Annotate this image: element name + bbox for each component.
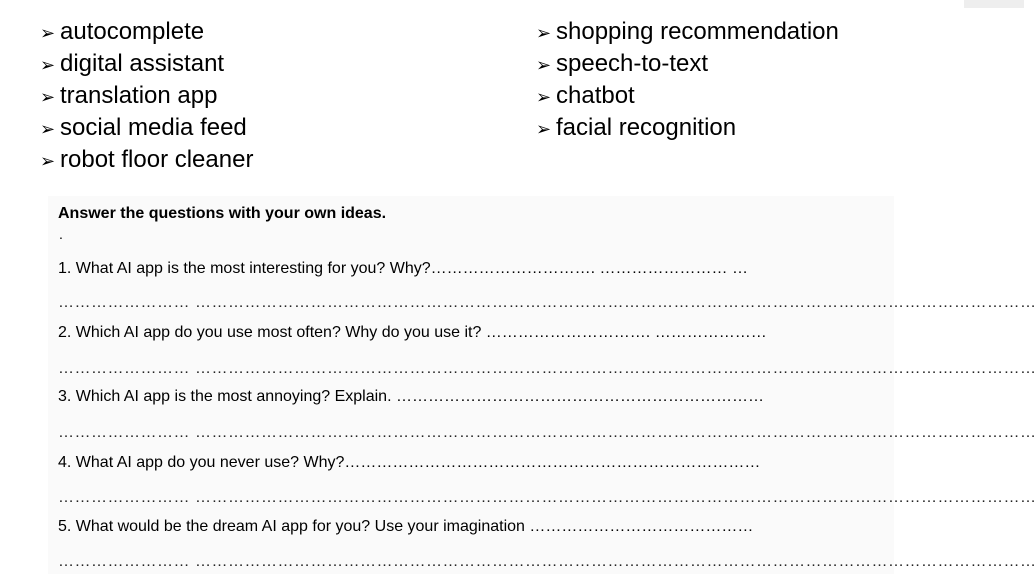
arrow-bullet-icon: ➢ <box>536 23 552 43</box>
bullet-item <box>536 48 839 80</box>
arrow-bullet-icon: ➢ <box>40 23 56 43</box>
question-5: 5. What would be the dream AI app for you? Use your imagination …………………………………… <box>58 518 754 535</box>
worksheet-instructions: Answer the questions with your own ideas. <box>58 205 387 222</box>
bullet-item <box>536 112 839 144</box>
arrow-bullet-icon: ➢ <box>40 119 56 139</box>
bullet-label: robot floor cleaner <box>60 146 254 173</box>
slide-corner-strip <box>964 0 1024 8</box>
bullet-list-right <box>536 16 839 144</box>
arrow-bullet-icon: ➢ <box>40 55 56 75</box>
bullet-item <box>536 16 839 48</box>
bullet-label: speech-to-text <box>556 50 709 77</box>
answer-line-1: …………………… ……………………………………………………………………………………………………………………………………… <box>58 294 1036 311</box>
bullet-item <box>40 48 253 80</box>
bullet-label: chatbot <box>556 82 635 109</box>
worksheet-panel <box>48 196 1036 574</box>
bullet-label: social media feed <box>60 114 247 141</box>
bullet-label: shopping recommendation <box>556 18 839 45</box>
bullet-item <box>40 112 253 144</box>
stray-mark: . <box>59 226 63 242</box>
question-2: 2. Which AI app do you use most often? Why do you use it? …………………………. ………………… <box>58 324 767 341</box>
arrow-bullet-icon: ➢ <box>536 119 552 139</box>
bullet-item <box>40 80 253 112</box>
bullet-label: translation app <box>60 82 218 109</box>
bullet-label: facial recognition <box>556 114 737 141</box>
answer-line-4: …………………… ……………………………………………………………………………………………………………………………………… <box>58 489 1036 506</box>
bullet-list-left <box>40 16 253 176</box>
arrow-bullet-icon: ➢ <box>536 55 552 75</box>
arrow-bullet-icon: ➢ <box>40 151 56 171</box>
arrow-bullet-icon: ➢ <box>40 87 56 107</box>
answer-line-3: …………………… ……………………………………………………………………………………………………………………………………… <box>58 424 1036 441</box>
arrow-bullet-icon: ➢ <box>536 87 552 107</box>
bullet-item <box>536 80 839 112</box>
question-1: 1. What AI app is the most interesting for you? Why?…………………………. …………………… … <box>58 260 748 277</box>
bullet-label: autocomplete <box>60 18 205 45</box>
question-4: 4. What AI app do you never use? Why?…………………………………………………………………… <box>58 454 761 471</box>
question-3: 3. Which AI app is the most annoying? Explain. …………………………………………………………… <box>58 388 764 405</box>
bullet-item <box>40 16 253 48</box>
answer-line-2: …………………… ……………………………………………………………………………………………………………………………………… <box>58 360 1036 377</box>
bullet-label: digital assistant <box>60 50 225 77</box>
answer-line-5: …………………… ……………………………………………………………………………………………………………………………………… <box>58 553 1036 570</box>
bullet-item <box>40 144 253 176</box>
